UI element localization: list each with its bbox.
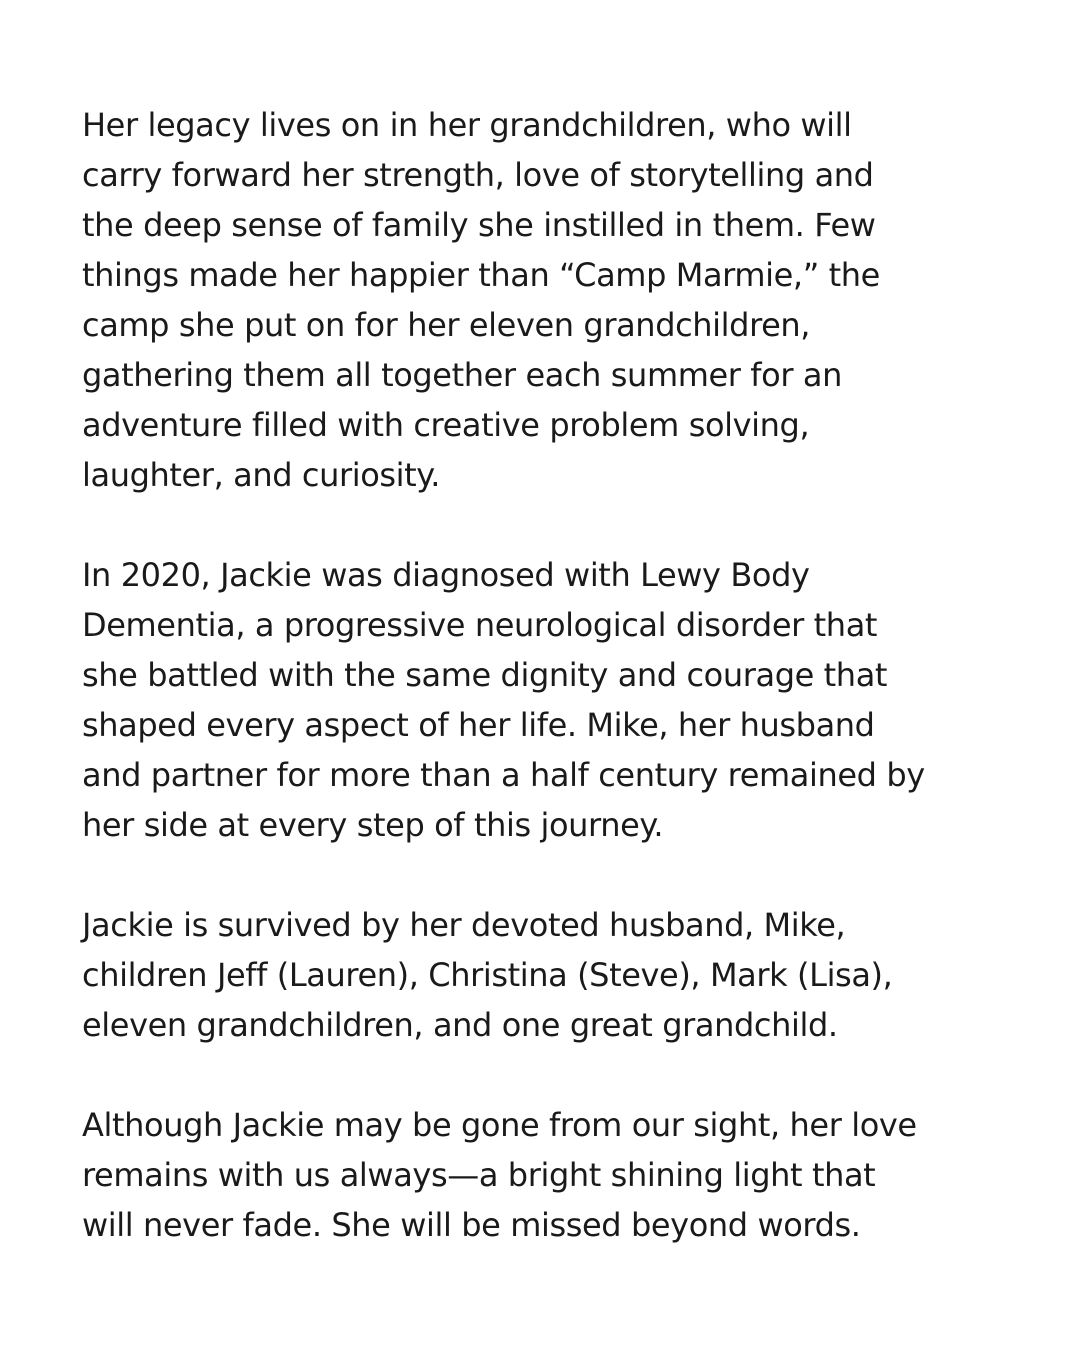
text-line: adventure filled with creative problem solving,: [82, 406, 810, 444]
text-line: Dementia, a progressive neurological disorder that: [82, 606, 878, 644]
text-line: remains with us always—a bright shining light that: [82, 1156, 876, 1194]
paragraph-survivors: [82, 900, 1022, 1050]
article-body: [82, 100, 1022, 1300]
text-line: shaped every aspect of her life. Mike, her husband: [82, 706, 875, 744]
text-line: Her legacy lives on in her grandchildren, who will: [82, 106, 852, 144]
text-line: and partner for more than a half century remained by: [82, 756, 925, 794]
text-line: In 2020, Jackie was diagnosed with Lewy Body: [82, 556, 810, 594]
text-line: Although Jackie may be gone from our sight, her love: [82, 1106, 917, 1144]
text-line: she battled with the same dignity and courage that: [82, 656, 888, 694]
text-line: Jackie is survived by her devoted husband, Mike,: [82, 906, 846, 944]
paragraph-closing: [82, 1100, 1022, 1250]
text-line: eleven grandchildren, and one great grandchild.: [82, 1006, 838, 1044]
text-line: her side at every step of this journey.: [82, 806, 664, 844]
text-line: children Jeff (Lauren), Christina (Steve), Mark (Lisa),: [82, 956, 893, 994]
text-line: will never fade. She will be missed beyond words.: [82, 1206, 861, 1244]
text-line: things made her happier than “Camp Marmie,” the: [82, 256, 880, 294]
text-line: camp she put on for her eleven grandchildren,: [82, 306, 811, 344]
text-line: carry forward her strength, love of storytelling and: [82, 156, 874, 194]
text-line: laughter, and curiosity.: [82, 456, 441, 494]
text-line: the deep sense of family she instilled in them. Few: [82, 206, 876, 244]
text-line: gathering them all together each summer for an: [82, 356, 842, 394]
paragraph-legacy: [82, 100, 1022, 500]
paragraph-diagnosis: [82, 550, 1022, 850]
